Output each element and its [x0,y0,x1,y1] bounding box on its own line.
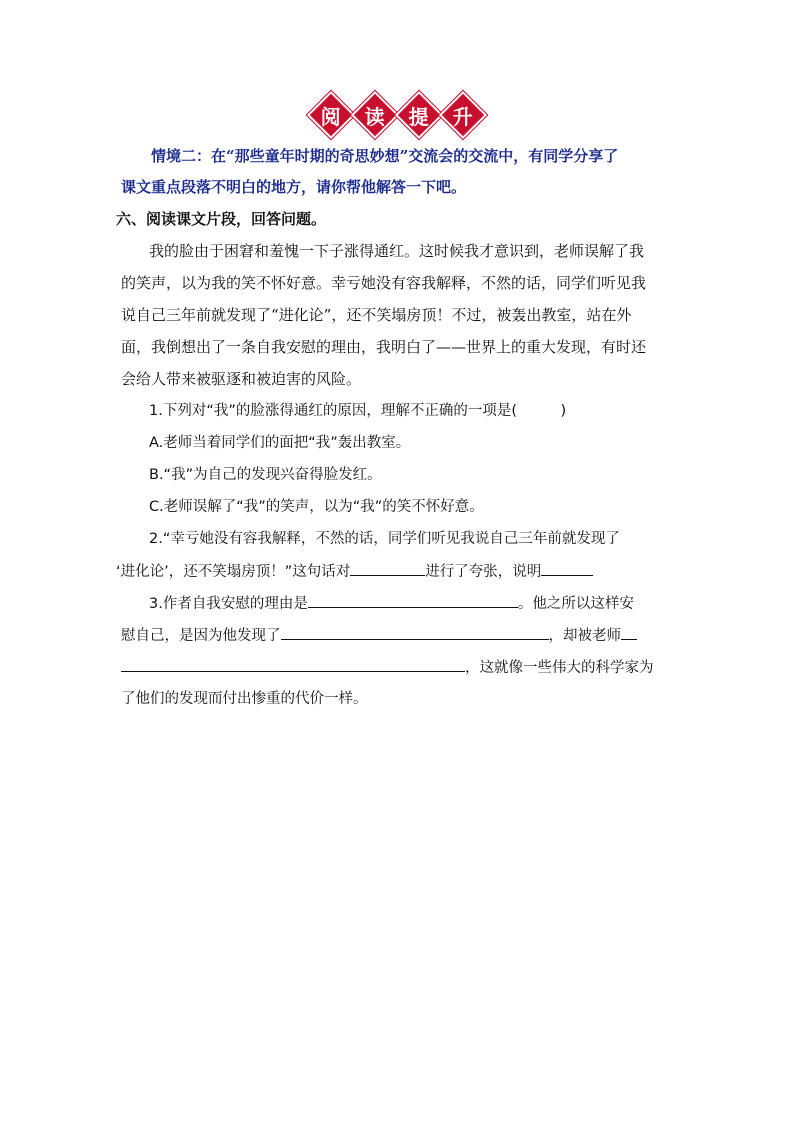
section-title-banner [0,100,794,130]
question-2-line: ‘进化论’，还不笑塌房顶！”这句话对 进行了夸张，说明 [116,561,593,582]
question-1-option-c: C.老师误解了“我”的笑声，以为“我”的笑不怀好意。 [149,499,484,515]
question-1-stem: 1.下列对“我”的脸涨得通红的原因，理解不正确的一项是( ) [149,403,567,419]
title-char: 提 [398,94,440,136]
passage-line: 说自己三年前就发现了“进化论”，还不笑塌房顶！不过，被轰出教室，站在外 [121,306,632,324]
passage-line: 的笑声，以为我的笑不怀好意。幸亏她没有容我解释，不然的话，同学们听见我 [121,274,647,292]
answer-blank[interactable] [308,593,518,608]
title-char: 阅 [310,94,352,136]
question-1-option-a: A.老师当着同学们的面把“我”轰出教室。 [149,435,411,451]
answer-blank[interactable] [121,657,465,672]
question-3-line: 了他们的发现而付出惨重的代价一样。 [121,691,368,707]
answer-blank[interactable] [621,625,637,640]
answer-blank[interactable] [350,561,425,576]
passage-line: 面，我倒想出了一条自我安慰的理由，我明白了——世界上的重大发现，有时还 [121,338,647,356]
question-1-option-b: B.“我”为自己的发现兴奋得脸发红。 [149,467,382,483]
question-3-line: 3.作者自我安慰的理由是 。他之所以这样安 [149,593,634,614]
title-char: 升 [442,94,484,136]
title-char: 读 [354,94,396,136]
question-heading: 六、阅读课文片段，回答问题。 [116,210,327,228]
context-line: 课文重点段落不明白的地方，请你帮他解答一下吧。 [121,178,467,196]
answer-blank[interactable] [281,625,549,640]
question-2-line: 2.“幸亏她没有容我解释，不然的话，同学们听见我说自己三年前就发现了 [149,531,620,547]
question-3-line: ，这就像一些伟大的科学家为 [121,657,654,678]
answer-blank[interactable] [541,561,593,576]
context-line: 情境二：在“那些童年时期的奇思妙想”交流会的交流中，有同学分享了 [151,147,619,165]
passage-line: 会给人带来被驱逐和被迫害的风险。 [121,370,362,388]
question-3-line: 慰自己，是因为他发现了 ，却被老师 [121,625,637,646]
passage-line: 我的脸由于困窘和羞愧一下子涨得通红。这时候我才意识到，老师误解了我 [149,242,645,260]
